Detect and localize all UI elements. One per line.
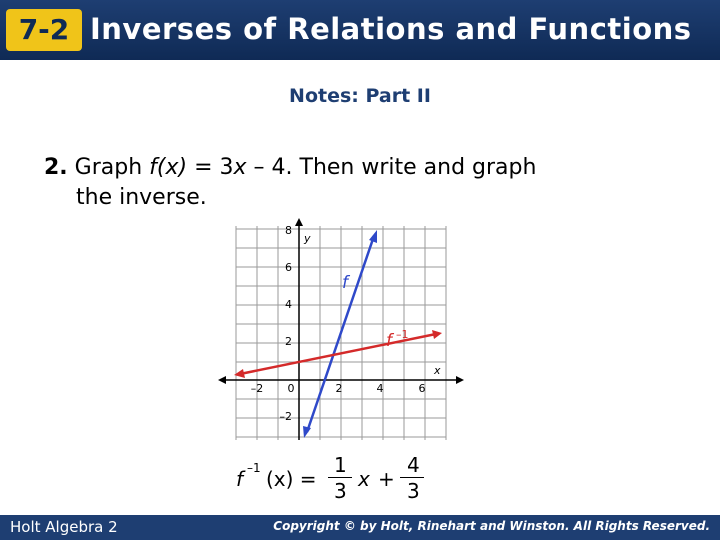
x-tick-label: –2 xyxy=(250,382,264,395)
problem-number: 2. xyxy=(44,155,68,180)
function-notation: f(x) xyxy=(149,155,188,180)
notes-subtitle: Notes: Part II xyxy=(289,85,431,107)
slide-title: Inverses of Relations and Functions xyxy=(90,12,692,46)
y-tick-label: 4 xyxy=(285,298,292,311)
footer-bar xyxy=(0,515,720,540)
x-axis-arrow xyxy=(456,376,464,384)
eq-variable: x xyxy=(358,467,370,491)
f-label: f xyxy=(342,273,348,293)
inverse-equation xyxy=(236,455,466,505)
eq-f: f xyxy=(236,467,244,491)
eq-lhs-arg: (x) = xyxy=(266,467,317,491)
problem-text-a: Graph xyxy=(67,155,150,180)
frac2-numerator: 4 xyxy=(407,453,420,477)
footer-course: Holt Algebra 2 xyxy=(10,518,118,536)
frac1-numerator: 1 xyxy=(334,453,347,477)
inverse-label: f xyxy=(386,331,392,351)
inverse-arrow-right xyxy=(432,330,442,339)
x-tick-label: 2 xyxy=(335,382,343,395)
problem-text-c: – 4. Then write and graph xyxy=(246,155,537,180)
x-axis-left-arrow xyxy=(218,376,226,384)
x-tick-label: 6 xyxy=(418,382,426,395)
y-axis-arrow xyxy=(295,218,303,226)
footer-copyright: Copyright © by Holt, Rinehart and Winston. All Rights Reserved. xyxy=(273,519,710,533)
variable-x: x xyxy=(233,155,247,180)
f-arrow-top xyxy=(369,230,377,243)
frac1-denominator: 3 xyxy=(334,479,347,503)
y-tick-label: 8 xyxy=(285,224,292,237)
y-tick-label: 6 xyxy=(285,261,292,274)
problem-line-2: the inverse. xyxy=(76,185,207,210)
lesson-number-badge: 7-2 xyxy=(6,9,82,51)
y-axis-label: y xyxy=(304,232,311,245)
frac1-bar xyxy=(328,477,352,478)
f-arrow-bottom xyxy=(303,426,311,438)
eq-plus: + xyxy=(378,467,395,491)
inverse-label-superscript: –1 xyxy=(396,328,409,341)
x-axis-label: x xyxy=(434,364,441,377)
frac2-bar xyxy=(400,477,424,478)
eq-superscript: –1 xyxy=(247,461,261,475)
frac2-denominator: 3 xyxy=(407,479,420,503)
y-tick-label: 2 xyxy=(285,335,292,348)
problem-text-b: = 3 xyxy=(187,155,234,180)
x-tick-label: 4 xyxy=(376,382,384,395)
y-tick-label: –2 xyxy=(279,410,292,423)
x-tick-label: 0 xyxy=(287,382,295,395)
